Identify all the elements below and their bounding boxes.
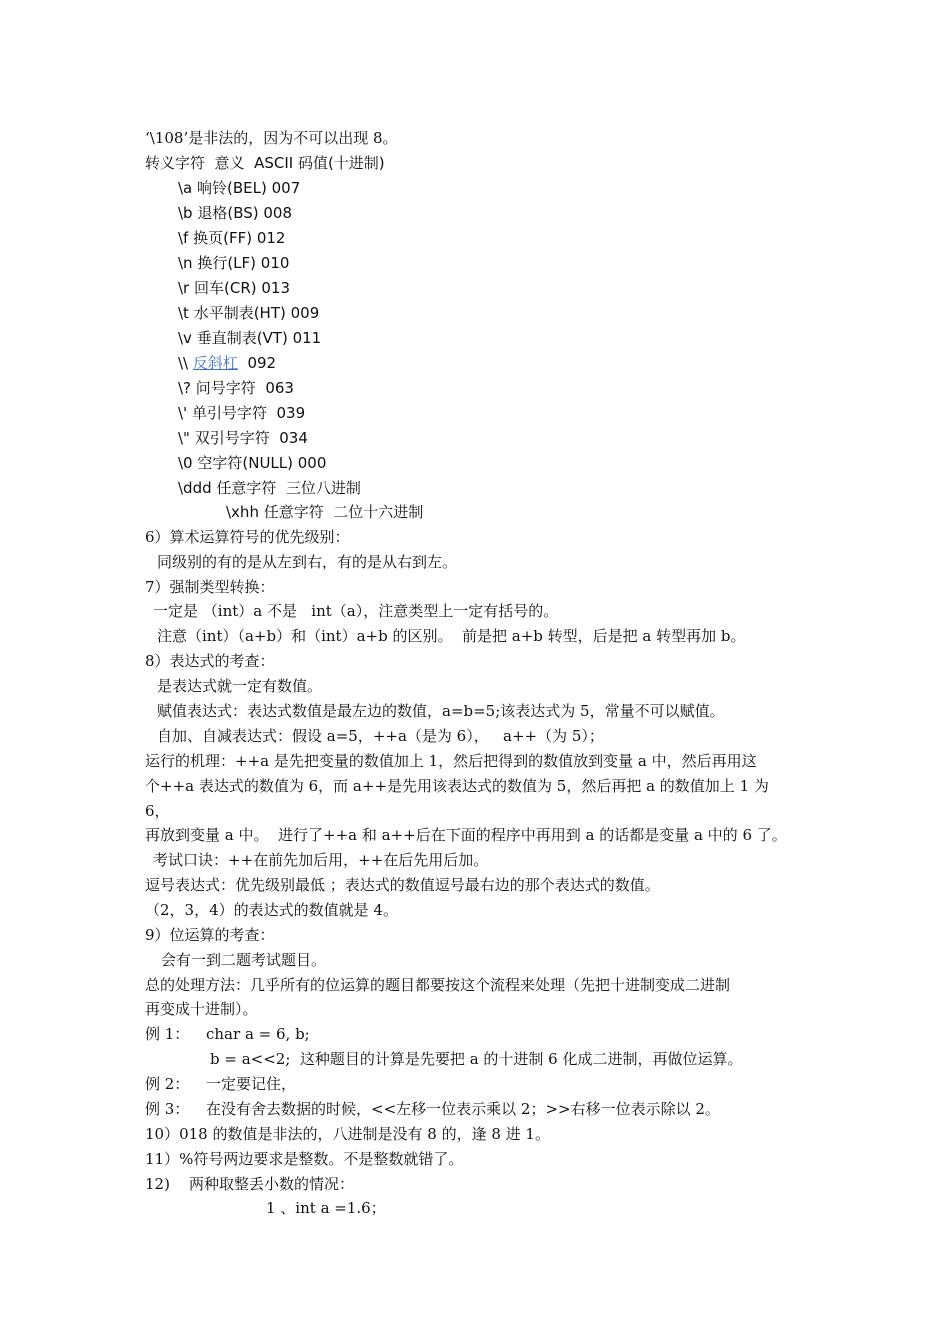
backslash-link[interactable]: 反斜杠 (192, 354, 238, 372)
text-line: 是表达式就一定有数值。 (157, 677, 323, 695)
example-code: char a = 6, b; (206, 1025, 310, 1043)
section-heading: 10）018 的数值是非法的，八进制是没有 8 的，逢 8 进 1。 (145, 1125, 550, 1143)
escape-row: \v 垂直制表(VT) 011 (178, 329, 322, 347)
text-line: 会有一到二题考试题目。 (161, 951, 327, 969)
escape-table-header: 转义字符 意义 ASCII 码值(十进制) (145, 154, 385, 172)
text-line: （2，3，4）的表达式的数值就是 4。 (145, 901, 398, 919)
escape-row: \f 换页(FF) 012 (178, 229, 286, 247)
text-line: 总的处理方法：几乎所有的位运算的题目都要按这个流程来处理（先把十进制变成二进制 (145, 976, 731, 994)
text-line: 运行的机理：++a 是先把变量的数值加上 1，然后把得到的数值放到变量 a 中，然后再用这 (145, 752, 757, 770)
escape-row: \? 问号字符 063 (178, 379, 294, 397)
text-line: 一定是 （int）a 不是 int（a），注意类型上一定有括号的。 (153, 602, 559, 620)
escape-row: \r 回车(CR) 013 (178, 279, 290, 297)
example-label: 例 1： (145, 1025, 190, 1043)
escape-row: \xhh 任意字符 二位十六进制 (226, 503, 424, 521)
escape-row: \a 响铃(BEL) 007 (178, 179, 301, 197)
text-line: 注意（int）（a+b）和（int）a+b 的区别。 前是把 a+b 转型，后是把 a 转型再加 b。 (157, 627, 746, 645)
text-line: 在没有舍去数据的时候，<<左移一位表示乘以 2；>>右移一位表示除以 2。 (206, 1100, 720, 1118)
escape-row: \' 单引号字符 039 (178, 404, 306, 422)
section-heading: 6）算术运算符号的优先级别： (145, 528, 350, 546)
escape-code: \\ (178, 354, 193, 372)
text-line: 考试口诀：++在前先加后用，++在后先用后加。 (153, 851, 489, 869)
text-line: 自加、自减表达式：假设 a=5，++a（是为 6）， a++（为 5）； (157, 727, 604, 745)
escape-row: \t 水平制表(HT) 009 (178, 304, 320, 322)
escape-row: \" 双引号字符 034 (178, 429, 308, 447)
section-heading: 8）表达式的考查： (145, 652, 275, 670)
text-line: 个++a 表达式的数值为 6，而 a++是先用该表达式的数值为 5，然后再把 a 的数值加上 1 为 (145, 777, 769, 795)
text-line: 1 、int a =1.6； (266, 1199, 386, 1217)
section-heading: 7）强制类型转换： (145, 578, 275, 596)
text-line: 一定要记住， (206, 1075, 297, 1093)
section-heading: 9）位运算的考查： (145, 926, 275, 944)
escape-row: \b 退格(BS) 008 (178, 204, 292, 222)
escape-row (178, 353, 276, 373)
text-line: 再放到变量 a 中。 进行了++a 和 a++后在下面的程序中再用到 a 的话都是变量 a 中的 6 了。 (145, 826, 787, 844)
example-code: b = a<<2; 这种题目的计算是先要把 a 的十进制 6 化成二进制，再做位运算。 (210, 1050, 743, 1068)
text-line: 赋值表达式：表达式数值是最左边的数值，a=b=5;该表达式为 5，常量不可以赋值。 (157, 702, 725, 720)
section-heading: 11）%符号两边要求是整数。不是整数就错了。 (145, 1150, 464, 1168)
escape-row: \ddd 任意字符 三位八进制 (178, 479, 361, 497)
example-label: 例 3： (145, 1100, 190, 1118)
escape-row: \0 空字符(NULL) 000 (178, 454, 327, 472)
text-line: 同级别的有的是从左到右，有的是从右到左。 (157, 553, 458, 571)
escape-value: 092 (237, 354, 277, 372)
escape-row: \n 换行(LF) 010 (178, 254, 290, 272)
text-line: 再变成十进制）。 (145, 1000, 258, 1018)
text-line: 逗号表达式：优先级别最低 ；表达式的数值逗号最右边的那个表达式的数值。 (145, 876, 660, 894)
example-label: 例 2： (145, 1075, 190, 1093)
text-line: 6， (145, 802, 170, 820)
section-heading: 12) 两种取整丢小数的情况： (145, 1175, 355, 1193)
text-line: ‘\108’是非法的，因为不可以出现 8。 (145, 129, 398, 147)
